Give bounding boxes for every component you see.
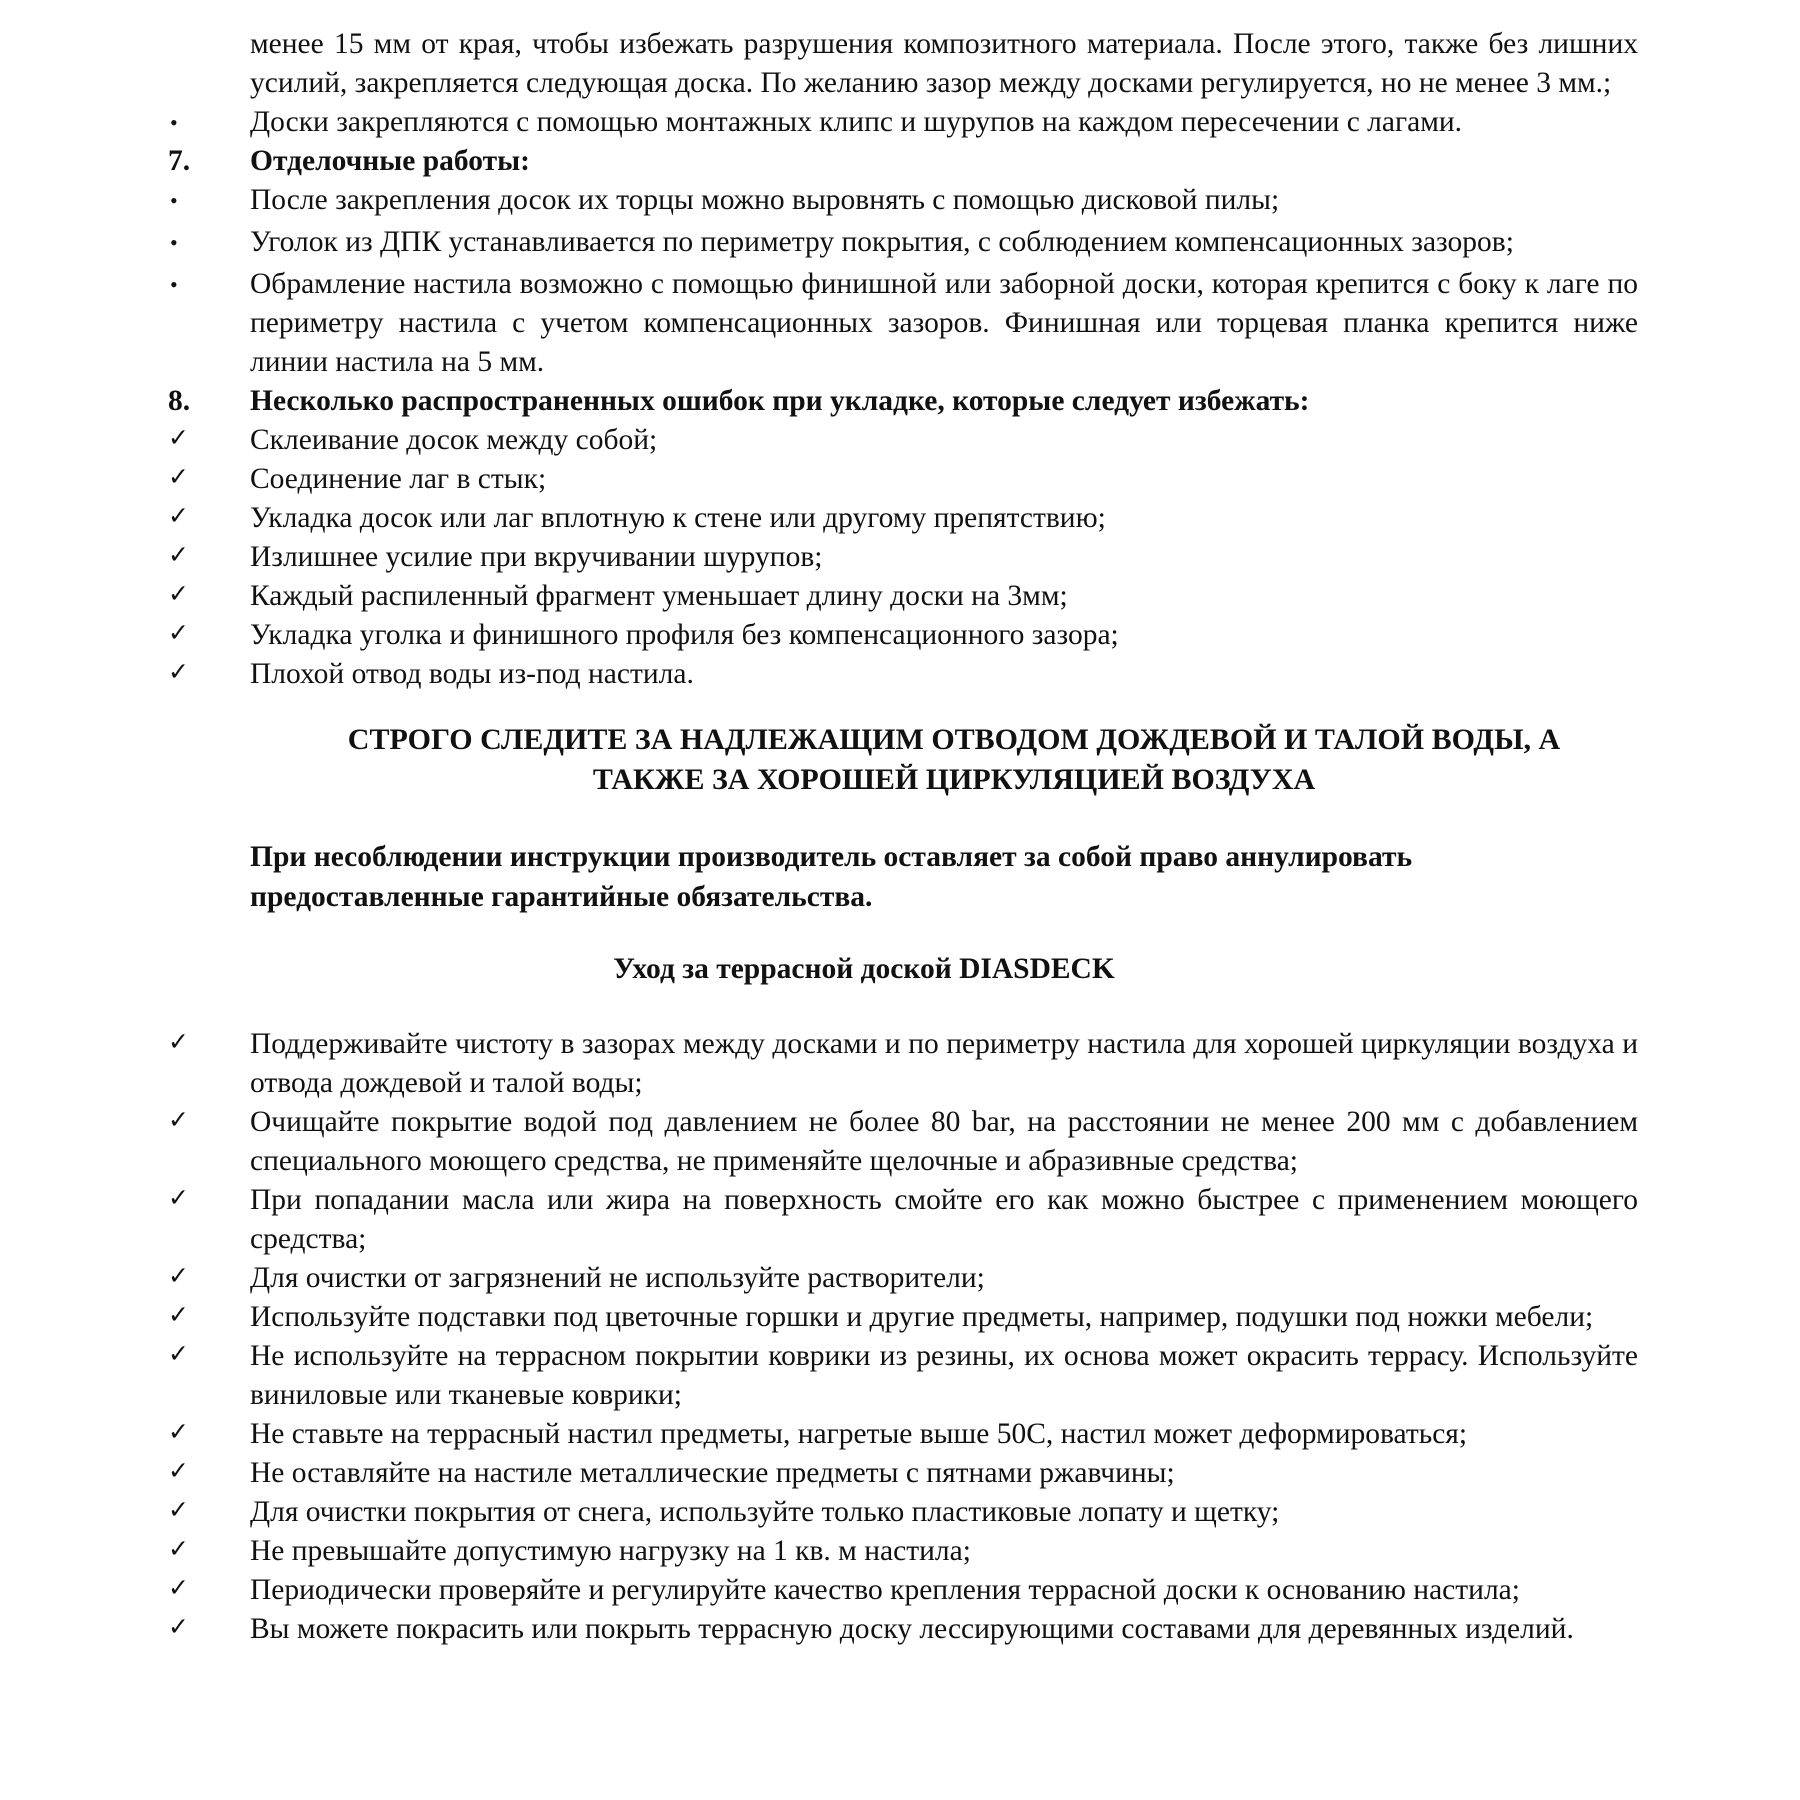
section-title: Несколько распространенных ошибок при укладке, которые следует избежать:	[250, 385, 1310, 417]
checkmark-icon: ✓	[168, 1495, 189, 1524]
checkmark-icon: ✓	[168, 1339, 189, 1368]
list-item-text: Поддерживайте чистоту в зазорах между досками и по периметру настила для хорошей циркуляции воздуха и отвода дождевой и талой воды;	[250, 1028, 1638, 1099]
document-content	[168, 25, 1638, 1649]
list-item	[168, 1181, 1638, 1259]
checkmark-icon: ✓	[168, 1534, 189, 1563]
checkmark-icon: ✓	[168, 462, 189, 491]
list-item	[168, 1337, 1638, 1415]
checkmark-icon: ✓	[168, 423, 189, 452]
list-item-text: Соединение лаг в стык;	[250, 463, 547, 495]
checkmark-icon: ✓	[168, 579, 189, 608]
checkmark-icon: ✓	[168, 1261, 189, 1290]
list-item-text: Не используйте на террасном покрытии коврики из резины, их основа может окрасить террасу. Используйте виниловые или тканевые коврики;	[250, 1340, 1638, 1411]
list-item-text: Периодически проверяйте и регулируйте качество крепления террасной доски к основанию настила;	[250, 1574, 1520, 1606]
warning-block	[250, 720, 1638, 800]
list-item-text: При попадании масла или жира на поверхность смойте его как можно быстрее с применением моющего средства;	[250, 1184, 1638, 1255]
list-item-text: Для очистки от загрязнений не используйте растворители;	[250, 1262, 985, 1294]
list-item	[168, 655, 1638, 694]
list-item	[168, 1298, 1638, 1337]
section-8-heading	[168, 382, 1638, 421]
list-item	[168, 460, 1638, 499]
checkmark-icon: ✓	[168, 540, 189, 569]
list-item-text: Не оставляйте на настиле металлические предметы с пятнами ржавчины;	[250, 1457, 1175, 1489]
list-item-text: Используйте подставки под цветочные горшки и другие предметы, например, подушки под ножки мебели;	[250, 1301, 1594, 1333]
notice-line: При несоблюдении инструкции производитель оставляет за собой право аннулировать	[250, 841, 1413, 873]
list-item	[168, 421, 1638, 460]
list-item	[168, 1259, 1638, 1298]
list-item	[168, 1532, 1638, 1571]
checkmark-icon: ✓	[168, 1456, 189, 1485]
checkmark-icon: ✓	[168, 1300, 189, 1329]
list-item	[168, 538, 1638, 577]
checkmark-icon: ✓	[168, 1027, 189, 1056]
checkmark-icon: ✓	[168, 1573, 189, 1602]
list-item	[168, 499, 1638, 538]
checkmark-icon: ✓	[168, 657, 189, 686]
care-list	[168, 1025, 1638, 1649]
list-item-text: Укладка уголка и финишного профиля без компенсационного зазора;	[250, 619, 1119, 651]
bullet-marker: •	[170, 272, 178, 297]
list-item-text: Укладка досок или лаг вплотную к стене или другому препятствию;	[250, 502, 1106, 534]
list-item-text: После закрепления досок их торцы можно выровнять с помощью дисковой пилы;	[250, 184, 1280, 216]
section-title: Отделочные работы:	[250, 145, 530, 177]
list-item-text: Очищайте покрытие водой под давлением не более 80 bar, на расстоянии не менее 200 мм с добавлением специального моющего средства, не применяйте щелочные и абразивные средства;	[250, 1106, 1638, 1177]
bullet-marker: •	[170, 188, 178, 213]
section-number: 8.	[168, 385, 191, 417]
list-item	[168, 1493, 1638, 1532]
list-item	[168, 1415, 1638, 1454]
list-item	[168, 616, 1638, 655]
list-item-text: Уголок из ДПК устанавливается по периметру покрытия, с соблюдением компенсационных зазоров;	[250, 226, 1514, 258]
warning-line: СТРОГО СЛЕДИТЕ ЗА НАДЛЕЖАЩИМ ОТВОДОМ ДОЖДЕВОЙ И ТАЛОЙ ВОДЫ, А	[347, 723, 1561, 756]
section-7-heading	[168, 142, 1638, 181]
checkmark-icon: ✓	[168, 1612, 189, 1641]
list-item-text: Склеивание досок между собой;	[250, 424, 658, 456]
list-item	[168, 1610, 1638, 1649]
section-number: 7.	[168, 145, 191, 177]
checkmark-icon: ✓	[168, 1105, 189, 1134]
list-item-text: Не ставьте на террасный настил предметы, нагретые выше 50С, настил может деформироваться;	[250, 1418, 1468, 1450]
list-item-text: Плохой отвод воды из-под настила.	[250, 658, 694, 690]
list-item-text: Доски закрепляются с помощью монтажных клипс и шурупов на каждом пересечении с лагами.	[250, 106, 1463, 138]
notice-line: предоставленные гарантийные обязательства.	[250, 881, 873, 913]
list-item	[168, 1025, 1638, 1103]
list-item	[168, 1571, 1638, 1610]
warranty-notice	[250, 837, 1638, 917]
list-item-text: Обрамление настила возможно с помощью финишной или заборной доски, которая крепится с боку к лаге по периметру настила с учетом компенсационных зазоров. Финишная или торцевая планка крепится ниже линии настила на 5 мм.	[250, 268, 1638, 378]
bullet-marker: •	[170, 110, 178, 135]
bullet-marker: •	[170, 230, 178, 255]
warning-line: ТАКЖЕ ЗА ХОРОШЕЙ ЦИРКУЛЯЦИЕЙ ВОЗДУХА	[592, 763, 1316, 796]
list-item-text: Каждый распиленный фрагмент уменьшает длину доски на 3мм;	[250, 580, 1068, 612]
list-item-text: Для очистки покрытия от снега, используйте только пластиковые лопату и щетку;	[250, 1496, 1280, 1528]
checkmark-icon: ✓	[168, 618, 189, 647]
list-item-text: Излишнее усилие при вкручивании шурупов;	[250, 541, 823, 573]
checkmark-icon: ✓	[168, 501, 189, 530]
list-item-text: Не превышайте допустимую нагрузку на 1 кв. м настила;	[250, 1535, 971, 1567]
list-item	[170, 265, 1638, 382]
intro-bullet-item	[170, 103, 1638, 142]
list-item	[168, 577, 1638, 616]
list-item	[168, 1103, 1638, 1181]
checkmark-icon: ✓	[168, 1183, 189, 1212]
list-item	[170, 181, 1638, 220]
list-item	[168, 1454, 1638, 1493]
intro-paragraph: менее 15 мм от края, чтобы избежать разрушения композитного материала. После этого, также без лишних усилий, закрепляется следующая доска. По желанию зазор между досками регулируется, но не менее 3 мм.;	[250, 28, 1638, 99]
care-title: Уход за террасной доской DIASDECK	[613, 953, 1115, 985]
list-item-text: Вы можете покрасить или покрыть террасную доску лессирующими составами для деревянных изделий.	[250, 1613, 1574, 1645]
list-item	[170, 223, 1638, 262]
checkmark-icon: ✓	[168, 1417, 189, 1446]
